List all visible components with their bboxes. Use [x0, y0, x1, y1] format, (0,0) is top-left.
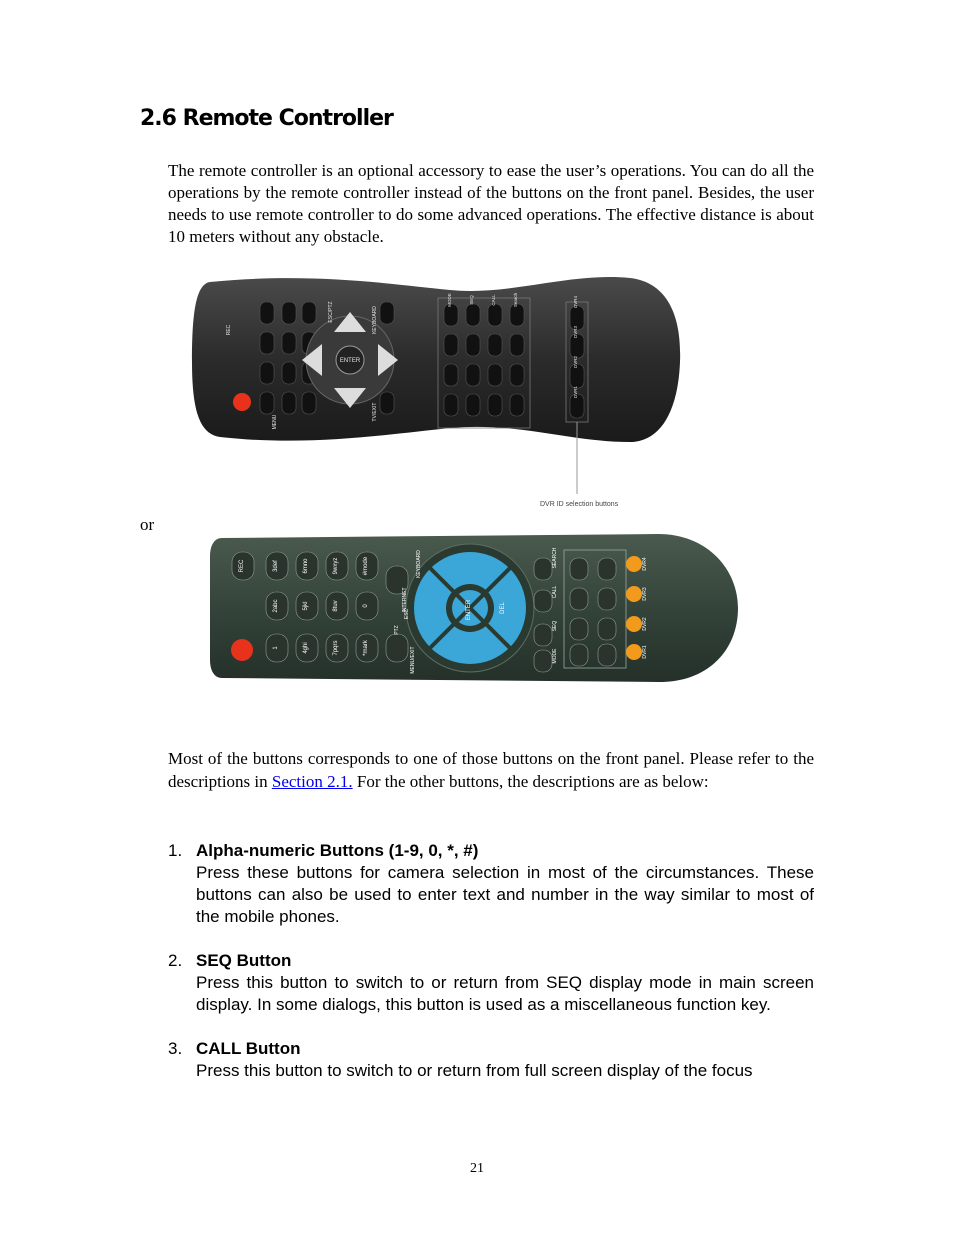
item-title: CALL Button [196, 1039, 301, 1058]
item-description: Press this button to switch to or return from SEQ display mode in main screen display. In some dialogs, this button is used as a miscellaneous function key. [196, 973, 814, 1014]
remote-key-label: Search [513, 292, 518, 308]
remote-key-label: DVR1 [642, 645, 648, 659]
remote-key-label: ENTER [466, 599, 472, 621]
list-item [168, 840, 814, 928]
remote-key-label: DVR2 [573, 355, 578, 369]
remote-key-label: PTZ [394, 625, 400, 635]
rec-button [233, 393, 251, 411]
remote-key-label: 3def [273, 560, 279, 572]
remote-key-label: 1 [273, 646, 279, 650]
remote-key-label: 6mno [303, 558, 309, 574]
item-description: Press this button to switch to or return from full screen display of the focus [196, 1061, 753, 1080]
rec-button-b [231, 639, 253, 661]
remote-key-label: KEYBOARD [372, 306, 378, 334]
item-title: Alpha-numeric Buttons (1-9, 0, *, #) [196, 841, 479, 860]
remote-key-label: DVR2 [642, 617, 648, 631]
remote-key-label: 0 [363, 604, 369, 608]
remote-key-label: DVR4 [642, 557, 648, 571]
remote-key-label: ESC/PTZ [328, 301, 334, 323]
remote-key-label: KEYBOARD [416, 550, 422, 578]
remote-key-label: SEQ [469, 295, 474, 305]
remote-key-label: REC [239, 559, 245, 573]
remote-key-label: MODE [447, 293, 452, 307]
remote-key-label: ESC [404, 608, 410, 620]
page-number: 21 [470, 1161, 484, 1176]
item-title: SEQ Button [196, 951, 292, 970]
item-number: 3. [168, 1039, 183, 1058]
item-number: 1. [168, 841, 183, 860]
remote-key-label: #mode [363, 556, 369, 576]
remote-key-label: ENTER [339, 358, 361, 364]
remote-key-label: 4ghi [303, 642, 309, 654]
remote-key-label: DVR4 [573, 295, 578, 309]
remote-key-label: 5jkl [303, 601, 309, 611]
dvr-id-callout: DVR ID selection buttons [540, 501, 619, 508]
remote-key-label: 7pqrs [333, 640, 339, 656]
remote-key-label: 9wxyz [333, 557, 339, 575]
remote-key-label: *mark [363, 640, 369, 656]
remote-key-label: DEL [500, 602, 506, 614]
section-2-1-link[interactable]: Section 2.1. [271, 772, 353, 791]
remote-key-label: DVR3 [573, 325, 578, 339]
remote-key-label: CALL [491, 294, 496, 306]
remote-controller-image-b [208, 530, 743, 690]
remote-key-label: REC [226, 324, 232, 336]
list-item [168, 1038, 814, 1082]
list-item [168, 950, 814, 1016]
remote-key-label: DVR1 [573, 385, 578, 399]
button-description-list [168, 840, 814, 1104]
remote-key-label: MENU [272, 414, 278, 430]
or-label: or [140, 515, 155, 534]
section-title: 2.6 Remote Controller [140, 106, 393, 131]
remote-key-label: SEQ [552, 620, 558, 632]
item-number: 2. [168, 951, 183, 970]
description-paragraph: Most of the buttons corresponds to one of those buttons on the front panel. Please refer to the descriptions in Section 2.1. For the other buttons, the descriptions are as below: [168, 749, 814, 791]
remote-key-label: MODE [552, 648, 558, 664]
remote-key-label: TV/EXIT [372, 402, 378, 422]
intro-paragraph: The remote controller is an optional accessory to ease the user’s operations. You can do all the operations by the remote controller instead of the buttons on the front panel. Besides, the user needs to use remote controller to do some advanced operations. The effective distance is about 10 meters without any obstacle. [168, 161, 814, 246]
remote-key-label: 2abc [273, 599, 279, 613]
remote-controller-image-a [190, 272, 690, 522]
remote-key-label: SEARCH [552, 547, 558, 569]
remote-key-label: INTERNET [402, 587, 408, 613]
remote-key-label: CALL [552, 585, 558, 599]
remote-key-label: 8tuv [333, 600, 339, 612]
remote-key-label: DVR3 [642, 587, 648, 601]
item-description: Press these buttons for camera selection in most of the circumstances. These buttons can also be used to enter text and number in the way similar to most of the mobile phones. [196, 863, 814, 926]
remote-key-label: MENU/EXIT [410, 646, 416, 674]
